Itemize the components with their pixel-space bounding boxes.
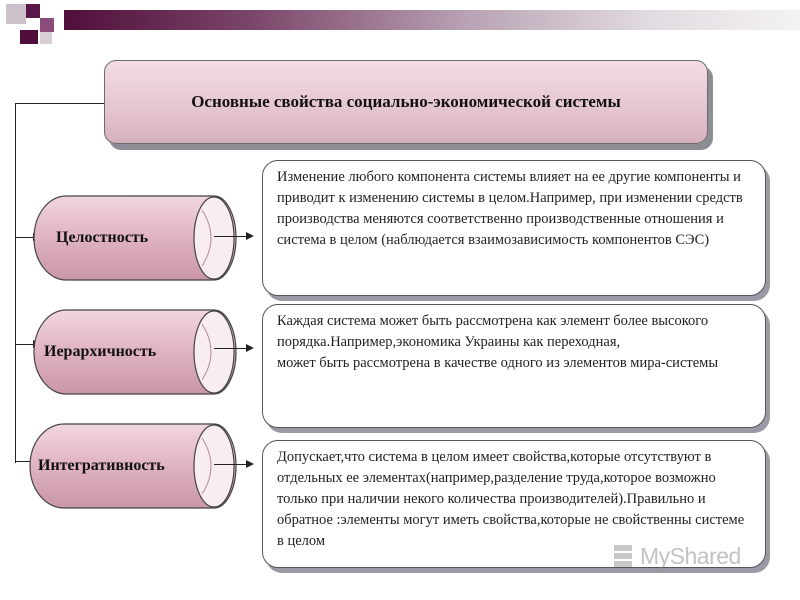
watermark-logo-icon: [612, 543, 634, 569]
connector-vertical: [15, 103, 16, 463]
property-name-1: Целостность: [56, 229, 149, 246]
property-name-3: Интегративность: [38, 457, 165, 474]
decor-square: [26, 4, 40, 18]
watermark-text: MyShared: [640, 542, 741, 569]
property-description-2: Каждая система может быть рассмотрена как элемент более высокого порядка.Например,экономика Украины как переходная, может быть рассмотрена в качестве одного из элементов мира-системы: [277, 313, 719, 371]
property-description-box-1: [262, 160, 766, 296]
property-description-3: Допускает,что система в целом имеет свойства,которые отсутствуют в отдельных ее элементах(например,разделение труда,которое возможно только при наличии некого количества производителей).Правильно и обратное :элементы могут иметь свойства,которые не свойственны системе в целом: [277, 449, 745, 549]
watermark: [612, 540, 772, 572]
desc-arrow-line-2: [214, 348, 248, 349]
header-gradient-bar: [64, 10, 800, 30]
decor-square: [40, 18, 54, 32]
title-box: [104, 60, 708, 144]
property-name-2: Иерархичность: [44, 343, 157, 360]
property-description-box-2: [262, 304, 766, 428]
property-cylinder-1: [30, 192, 242, 284]
decor-square: [6, 4, 26, 24]
property-cylinder-2: [30, 306, 242, 398]
header-decoration: [0, 0, 800, 48]
property-cylinder-3: [26, 420, 242, 512]
desc-arrowhead-3: [246, 460, 254, 468]
connector-title-left: [15, 103, 104, 104]
diagram-title: Основные свойства социально-экономической системы: [191, 92, 621, 111]
desc-arrowhead-2: [246, 344, 254, 352]
desc-arrow-line-3: [214, 464, 248, 465]
desc-arrowhead-1: [246, 232, 254, 240]
desc-arrow-line-1: [214, 236, 248, 237]
property-description-1: Изменение любого компонента системы влияет на ее другие компоненты и приводит к изменению системы в целом.Например, при изменении средств производства меняются соответственно производственные отношения и система в целом (наблюдается взаимозависимость компонентов СЭС): [277, 169, 743, 248]
decor-square: [20, 30, 38, 44]
decor-square: [40, 32, 52, 44]
